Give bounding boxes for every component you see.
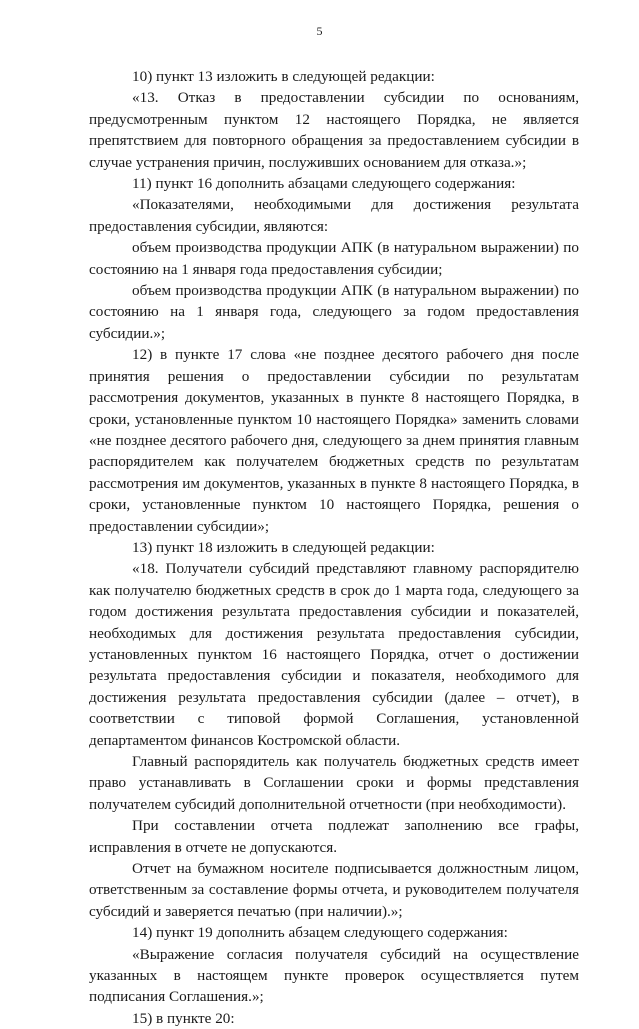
item-14-heading: 14) пункт 19 дополнить абзацем следующего содержания: [132,924,508,942]
clause-18-paragraph-3: При составлении отчета подлежат заполнению все графы, исправления в отчете не допускаются. [89,817,579,856]
item-15-heading: 15) в пункте 20: [132,1009,235,1027]
indicator-1: объем производства продукции АПК (в натуральном выражении) по состоянию на 1 января года предоставления субсидии; [89,239,579,278]
clause-18-paragraph-4: Отчет на бумажном носителе подписывается должностным лицом, ответственным за составление формы отчета, и руководителем получателя субсидий и заверяется печатью (при наличии).»; [89,860,579,920]
indicator-2: объем производства продукции АПК (в натуральном выражении) по состоянию на 1 января года, следующего за годом предоставления субсидии.»; [89,282,579,342]
item-13-heading: 13) пункт 18 изложить в следующей редакции: [132,538,435,556]
clause-13-text: «13. Отказ в предоставлении субсидии по основаниям, предусмотренным пунктом 12 настоящего Порядка, не является препятствием для повторного обращения за предоставлением субсидии в случае устранения причин, послуживших основанием для отказа.»; [89,89,579,171]
item-11-heading: 11) пункт 16 дополнить абзацами следующего содержания: [132,175,516,193]
indicators-intro: «Показателями, необходимыми для достижения результата предоставления субсидии, являются: [89,196,579,235]
clause-18-text: «18. Получатели субсидий представляют главному распорядителю как получателю бюджетных средств в срок до 1 марта года, следующего за годом достижения результата предоставления субсидии и показателей, необходимых для достижения результата предоставления субсидии, установленных пунктом 16 настоящего Порядка, отчет о достижении результата предоставления субсидии и показателя, необходимого для достижения результата предоставления субсидии (далее – отчет), в соответствии с типовой формой Соглашения, установленной департаментом финансов Костромской области. [89,560,579,749]
document-body [89,66,579,1029]
item-12-text: 12) в пункте 17 слова «не позднее десятого рабочего дня после принятия решения о предоставлении субсидии по результатам рассмотрения документов, указанных в пункте 8 настоящего Порядка, в сроки, установленные пунктом 10 настоящего Порядка» заменить словами «не позднее десятого рабочего дня, следующего за днем принятия главным распорядителем как получателем бюджетных средств по результатам рассмотрения им документов, указанных в пункте 8 настоящего Порядка, в сроки, установленные пунктом 10 настоящего Порядка, решения о предоставлении субсидии»; [89,346,579,535]
clause-18-paragraph-2: Главный распорядитель как получатель бюджетных средств имеет право устанавливать в Соглашении сроки и формы представления получателем субсидий дополнительной отчетности (при необходимости). [89,753,579,813]
item-10-heading: 10) пункт 13 изложить в следующей редакции: [132,68,435,85]
clause-19-addition: «Выражение согласия получателя субсидий на осуществление указанных в настоящем пункте проверок осуществляется путем подписания Соглашения.»; [89,945,579,1006]
page-number: 5 [316,24,323,38]
